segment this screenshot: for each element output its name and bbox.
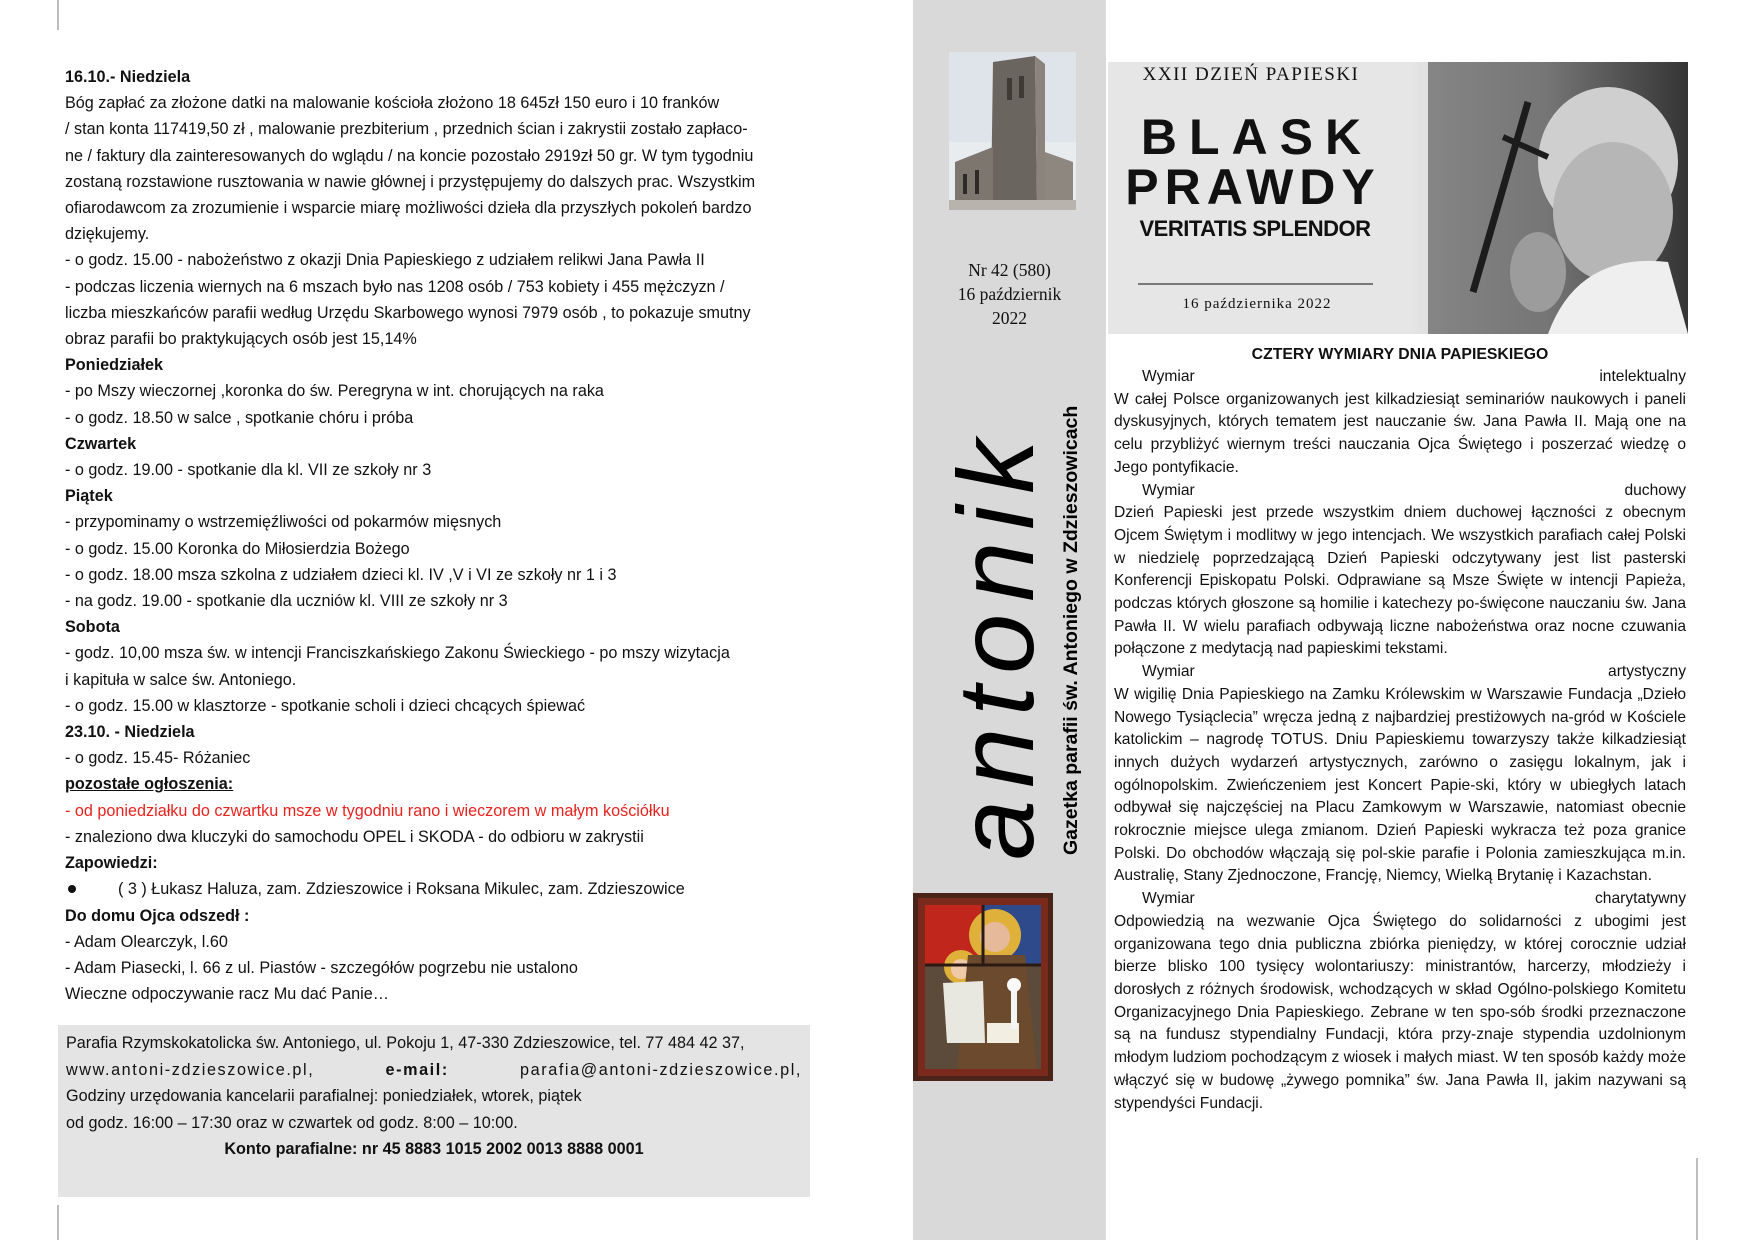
- announcement-line: Wieczne odpoczywanie racz Mu dać Panie…: [65, 985, 389, 1004]
- announcement-line: 23.10. - Niedziela: [65, 723, 195, 742]
- announcement-line: - o godz. 19.00 - spotkanie dla kl. VII ze szkoły nr 3: [65, 461, 432, 480]
- announcement-line: Bóg zapłać za złożone datki na malowanie kościoła złożono 18 645zł 150 euro i 10 franków: [65, 94, 720, 113]
- office-hours-times: od godz. 16:00 – 17:30 oraz w czwartek od godz. 8:00 – 10:00.: [66, 1113, 518, 1132]
- section-heading-dimension: charytatywny: [1595, 890, 1686, 908]
- announcement-line: Poniedziałek: [65, 356, 164, 375]
- banns-text: ( 3 ) Łukasz Haluza, zam. Zdzieszowice i Roksana Mikulec, zam. Zdzieszowice: [118, 880, 685, 899]
- issue-year: 2022: [992, 308, 1027, 328]
- banner-date: 16 października 2022: [1182, 296, 1332, 312]
- announcements-column: [65, 64, 810, 1007]
- saint-anthony-stained-glass-image: [913, 893, 1053, 1081]
- section-heading: [1114, 888, 1686, 911]
- announcement-line: [65, 876, 810, 902]
- issue-info: [913, 258, 1106, 330]
- section-heading-word: Wymiar: [1142, 890, 1195, 908]
- announcement-line: 16.10.- Niedziela: [65, 68, 191, 86]
- banner-headline-1: BLASK: [1140, 109, 1374, 165]
- issue-number: Nr 42 (580): [968, 260, 1051, 280]
- article-title: CZTERY WYMIARY DNIA PAPIESKIEGO: [1251, 346, 1549, 363]
- announcement-line: pozostałe ogłoszenia:: [65, 775, 234, 794]
- section-body: W całej Polsce organizowanych jest kilkadziesiąt seminariów naukowych i paneli dyskusyjnych, których tematem jest nauczanie św. Jana Pawła II. Mają one na celu przybliżyć wiernym treści nauczania Ojca Świętego i poszerzać wiedzę o Jego pontyfikacie.: [1114, 390, 1686, 476]
- email-label: e-mail:: [385, 1060, 449, 1079]
- section-heading: [1114, 480, 1686, 503]
- announcement-line: - o godz. 15.00 - nabożeństwo z okazji Dnia Papieskiego z udziałem relikwi Jana Pawła II: [65, 251, 705, 270]
- section-heading-word: Wymiar: [1142, 368, 1195, 385]
- section-heading-word: Wymiar: [1142, 481, 1195, 499]
- announcement-line: - o godz. 15.00 Koronka do Miłosierdzia Bożego: [65, 539, 410, 558]
- issue-date: 16 październik: [957, 284, 1062, 304]
- section-heading: [1114, 366, 1686, 389]
- announcement-line: liczba mieszkańców parafii według Urzędu Skarbowego wynosi 7979 osób , to pokazuje smutny: [65, 303, 751, 322]
- section-body: W wigilię Dnia Papieskiego na Zamku Królewskim w Warszawie Fundacja „Dzieło Nowego Tysiąclecia” wręcza jedną z najbardziej prestiżowych na-gród w Kościele katolickim – nagrodę TOTUS. Dniu Papieskiemu towarzyszy także kilkadziesiąt innych dużych wydarzeń artystycznych, zarówno o zasięgu lokalnym, jak i ogólnopolskim. Zwieńczeniem jest Koncert Papie-ski, który w ubiegłych latach odbywał się najczęściej na Placu Zamkowym w Warszawie, natomiast obecnie rokrocznie miejsce ulega zmianom. Dzień Papieski wykracza też poza granice Polski. Do obchodów włączają się pol-skie parafie i Polonia zamieszkująca m.in. Australię, Stany Zjednoczone, Francję, Niemcy, Wielką Brytanię i Kazachstan.: [1114, 685, 1686, 885]
- announcement-line: zostaną rozstawione rusztowania w nawie głównej i przystępujemy do dalszych prac. Wszystkim: [65, 172, 756, 191]
- announcement-line: ne / faktury dla zainteresowanych do wglądu / na koncie pozostało 2919zł 50 gr. W tym tygodniu: [65, 146, 754, 165]
- announcement-line: Zapowiedzi:: [65, 854, 158, 873]
- announcement-line: - o godz. 15.45- Różaniec: [65, 749, 251, 768]
- announcement-line: - o godz. 18.50 w salce , spotkanie chóru i próba: [65, 408, 414, 427]
- papal-day-banner: [1108, 62, 1688, 334]
- announcement-line: Piątek: [65, 487, 113, 506]
- frame-line-left-bottom: [57, 1205, 59, 1240]
- section-body: Dzień Papieski jest przede wszystkim dniem duchowej łączności z obecnym Ojcem Świętym i modlitwy w jego intencjach. We wszystkich parafiach całej Polski w niedzielę poprzedzającą Dzień Papieski odczytywany jest list pasterski Konferencji Episkopatu Polski. Odprawiane są Msze Święte w intencji Papieża, podczas których głoszone są homilie i katechezy po-święcone nauczaniu św. Jana Pawła II. W wielu parafiach odbywają liczne nabożeństwa oraz nocne czuwania połączone z medytacją nad papieskimi tekstami.: [1114, 504, 1686, 658]
- announcement-line: - od poniedziałku do czwartku msze w tygodniu rano i wieczorem w małym kościółku: [65, 801, 670, 820]
- announcement-line: - godz. 10,00 msza św. w intencji Franciszkańskiego Zakonu Świeckiego - po mszy wizytacja: [65, 644, 730, 663]
- announcement-line: Czwartek: [65, 434, 137, 453]
- section-body: Odpowiedzią na wezwanie Ojca Świętego do solidarności z ubogimi jest organizowana tego dnia publiczna zbiórka pieniędzy, w której corocznie udział bierze blisko 100 tysięcy wolontariuszy: ministrantów, harcerzy, młodzieży i dorosłych z różnych środowisk, wchodzących w skład Ogólno-polskiego Komitetu Organizacyjnego Dnia Papieskiego. Zebrane w ten spo-sób środki przeznaczone są na fundusz stypendialny Fundacji, która przy-znaje stypendia uzdolnionym młodym ludziom pochodzącym z wiosek i małych miast. W ten sposób każdy może włączyć się w budowę „żywego pomnika” św. Jana Pawła II, jakim nazywani są stypendyści Fundacji.: [1114, 912, 1686, 1112]
- office-hours-days: Godziny urzędowania kancelarii parafialnej: poniedziałek, wtorek, piątek: [66, 1087, 582, 1105]
- masthead-title-text: antonik: [935, 427, 1056, 860]
- announcement-line: i kapituła w salce św. Antoniego.: [65, 670, 297, 689]
- bank-account: Konto parafialne: nr 45 8883 1015 2002 0013 8888 0001: [224, 1140, 644, 1158]
- announcement-line: - przypominamy o wstrzemięźliwości od pokarmów mięsnych: [65, 513, 502, 532]
- section-heading: [1114, 661, 1686, 684]
- announcement-line: - na godz. 19.00 - spotkanie dla uczniów kl. VIII ze szkoły nr 3: [65, 592, 508, 611]
- church-photo: [949, 52, 1076, 210]
- announcement-line: - Adam Olearczyk, l.60: [65, 932, 228, 951]
- parish-website[interactable]: www.antoni-zdzieszowice.pl,: [66, 1060, 315, 1079]
- announcement-line: / stan konta 117419,50 zł , malowanie prezbiterium , przednich ścian i zakrystii zostało zapłaco-: [65, 120, 748, 139]
- banner-headline-2: PRAWDY: [1125, 159, 1381, 215]
- announcement-line: - podczas liczenia wiernych na 6 mszach było nas 1208 osób / 753 kobiety i 455 mężczyzn /: [65, 277, 725, 296]
- frame-line-right-bottom: [1696, 1158, 1698, 1240]
- frame-line-left-top: [57, 0, 59, 30]
- parish-email[interactable]: parafia@antoni-zdzieszowice.pl,: [520, 1060, 802, 1079]
- article-four-dimensions: [1114, 344, 1686, 1115]
- section-heading-dimension: intelektualny: [1599, 368, 1686, 385]
- parish-address: Parafia Rzymskokatolicka św. Antoniego, ul. Pokoju 1, 47-330 Zdzieszowice, tel. 77 484 42 37,: [66, 1034, 745, 1052]
- announcement-line: obraz parafii bo praktykujących osób jest 15,14%: [65, 330, 417, 349]
- announcement-line: - o godz. 15.00 w klasztorze - spotkanie scholi i dzieci chcących śpiewać: [65, 696, 586, 715]
- announcement-line: Sobota: [65, 618, 120, 637]
- announcement-line: Do domu Ojca odszedł :: [65, 906, 250, 925]
- announcement-line: - po Mszy wieczornej ,koronka do św. Peregryna w int. chorujących na raka: [65, 382, 604, 401]
- banner-top-line: XXII DZIEŃ PAPIESKI: [1142, 64, 1360, 85]
- bullet-dot: [68, 885, 76, 893]
- banner-headline-3: VERITATIS SPLENDOR: [1139, 216, 1371, 241]
- parish-contact-box: [58, 1025, 810, 1197]
- announcement-line: - Adam Piasecki, l. 66 z ul. Piastów - szczegółów pogrzebu nie ustalono: [65, 958, 578, 977]
- announcement-line: ofiarodawcom za zrozumienie i wsparcie miarę możliwości dzieła dla przyszłych pokoleń bardzo: [65, 199, 752, 218]
- section-heading-dimension: duchowy: [1624, 481, 1686, 499]
- announcement-line: - znaleziono dwa kluczyki do samochodu OPEL i SKODA - do odbioru w zakrystii: [65, 827, 644, 846]
- section-heading-word: Wymiar: [1142, 663, 1195, 681]
- section-heading-dimension: artystyczny: [1608, 663, 1686, 681]
- announcement-line: - o godz. 18.00 msza szkolna z udziałem dzieci kl. IV ,V i VI ze szkoły nr 1 i 3: [65, 565, 617, 584]
- announcement-line: dziękujemy.: [65, 225, 150, 244]
- masthead-subtitle-text: Gazetka parafii św. Antoniego w Zdzieszowicach: [1060, 405, 1082, 855]
